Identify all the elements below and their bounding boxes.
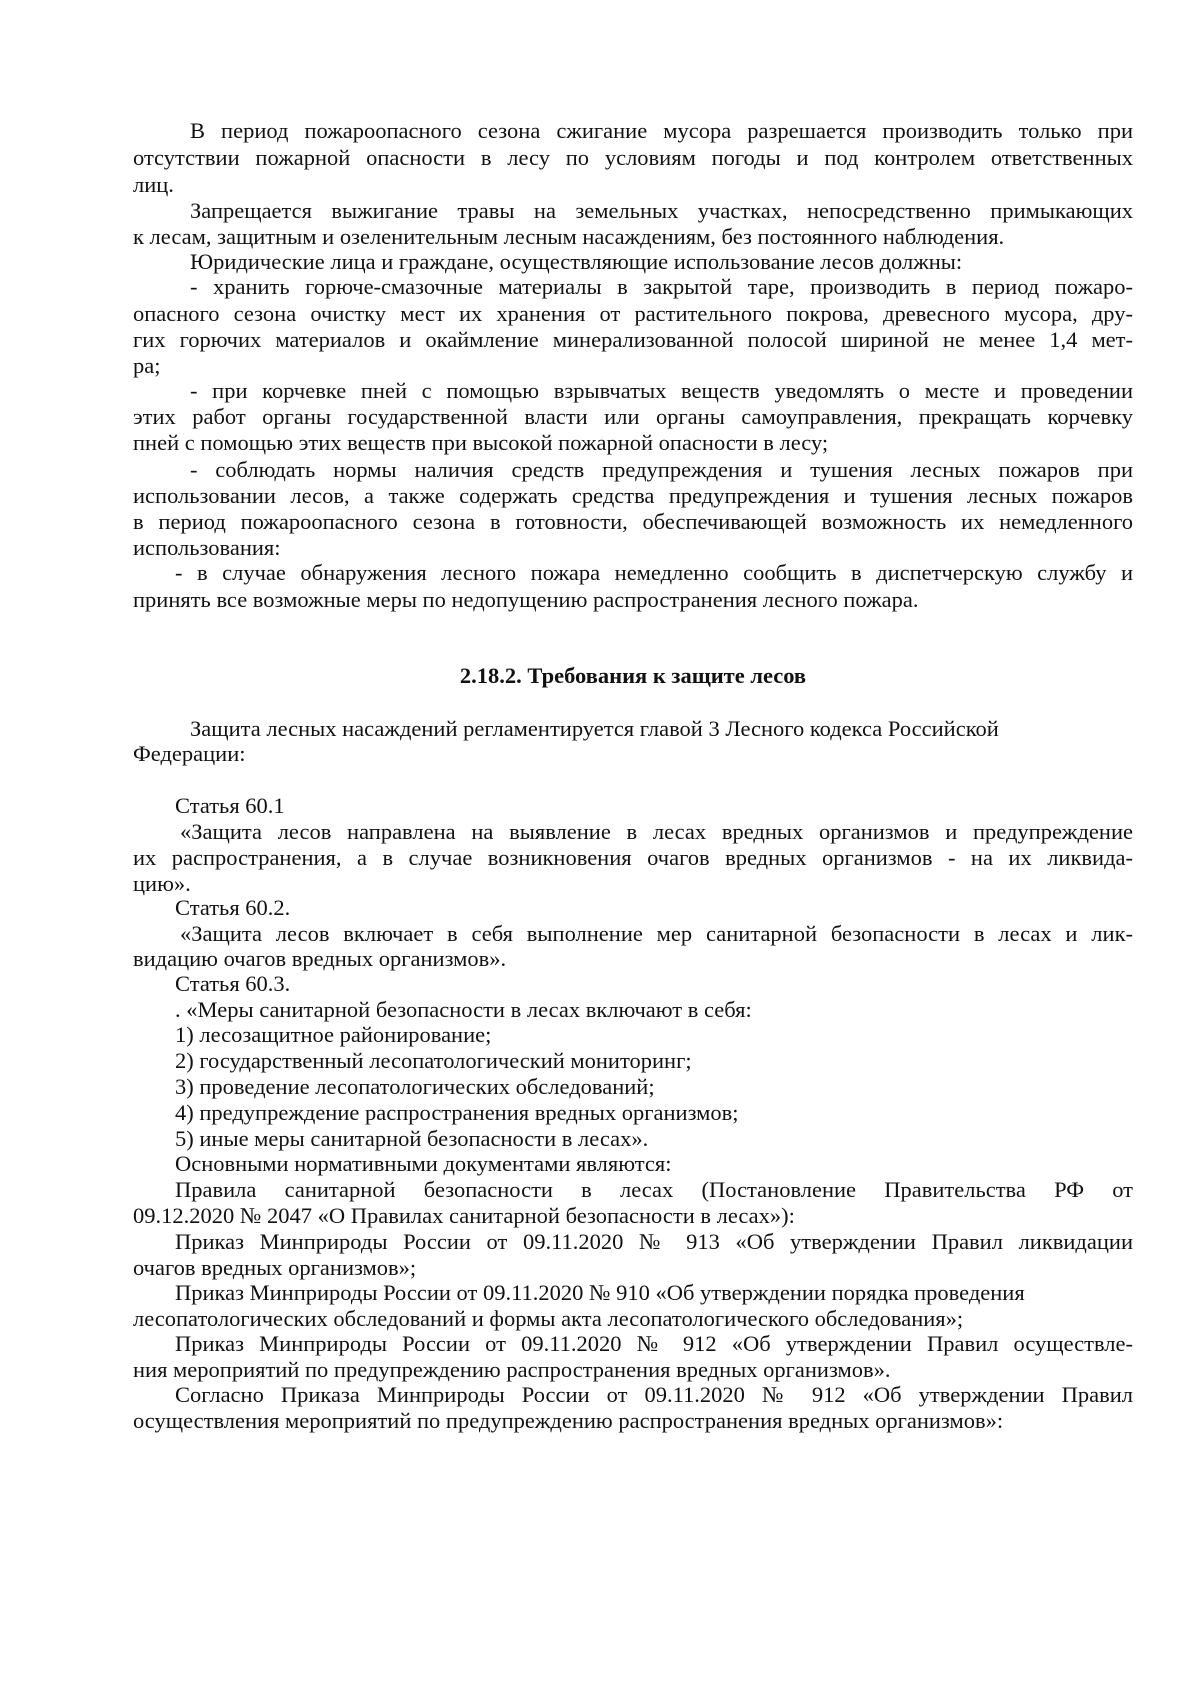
paragraph-line: использовании лесов, а также содержать средства предупреждения и тушения лесных пожаров bbox=[133, 483, 1133, 508]
paragraph-line: принять все возможные меры по недопущению распространения лесного пожара. bbox=[133, 587, 919, 612]
paragraph-line: Юридические лица и граждане, осуществляющие использование лесов должны: bbox=[190, 249, 963, 274]
list-item: 2) государственный лесопатологический мониторинг; bbox=[175, 1048, 692, 1073]
paragraph-line: Приказ Минприроды России от 09.11.2020 № 912 «Об утверждении Правил осуществле- bbox=[175, 1331, 1133, 1356]
section-heading: 2.18.2. Требования к защите лесов bbox=[459, 663, 807, 688]
paragraph-line: - соблюдать нормы наличия средств предупреждения и тушения лесных пожаров при bbox=[190, 457, 1133, 482]
paragraph-line: в период пожароопасного сезона в готовности, обеспечивающей возможность их немедленного bbox=[133, 509, 1133, 534]
paragraph-line: лиц. bbox=[133, 172, 174, 197]
paragraph-line: ния мероприятий по предупреждению распространения вредных организмов». bbox=[133, 1357, 891, 1382]
paragraph-line: пней с помощью этих веществ при высокой пожарной опасности в лесу; bbox=[133, 430, 829, 455]
paragraph-line: - при корчевке пней с помощью взрывчатых веществ уведомлять о месте и проведении bbox=[190, 378, 1133, 403]
list-item: 5) иные меры санитарной безопасности в лесах». bbox=[175, 1126, 649, 1151]
article-title: Статья 60.3. bbox=[175, 971, 291, 996]
paragraph-line: осуществления мероприятий по предупреждению распространения вредных организмов»: bbox=[133, 1408, 1004, 1433]
paragraph-line: ра; bbox=[133, 353, 161, 378]
paragraph-line: очагов вредных организмов»; bbox=[133, 1255, 417, 1280]
paragraph-line: цию». bbox=[133, 871, 191, 896]
paragraph-line: Запрещается выжигание травы на земельных участках, непосредственно примыкающих bbox=[190, 198, 1133, 223]
paragraph-line: Приказ Минприроды России от 09.11.2020 № 913 «Об утверждении Правил ликвидации bbox=[175, 1229, 1133, 1254]
paragraph-line: использования: bbox=[133, 535, 281, 560]
paragraph-line: Защита лесных насаждений регламентируется главой 3 Лесного кодекса Российской bbox=[190, 716, 999, 741]
article-title: Статья 60.2. bbox=[175, 895, 291, 920]
paragraph-line: видацию очагов вредных организмов». bbox=[133, 946, 507, 971]
list-item: 3) проведение лесопатологических обследований; bbox=[175, 1074, 655, 1099]
list-item: 1) лесозащитное районирование; bbox=[175, 1022, 492, 1047]
paragraph-line: 09.12.2020 № 2047 «О Правилах санитарной безопасности в лесах»): bbox=[133, 1203, 795, 1228]
paragraph-line: опасного сезона очистку мест их хранения от растительного покрова, древесного мусора, дру- bbox=[133, 301, 1133, 326]
paragraph-line: Основными нормативными документами являются: bbox=[175, 1151, 672, 1176]
paragraph-line: . «Меры санитарной безопасности в лесах включают в себя: bbox=[175, 997, 752, 1022]
paragraph-line: В период пожароопасного сезона сжигание мусора разрешается производить только при bbox=[190, 118, 1133, 143]
paragraph-line: их распространения, а в случае возникновения очагов вредных организмов - на их ликвида- bbox=[133, 845, 1133, 870]
list-item: 4) предупреждение распространения вредных организмов; bbox=[175, 1100, 739, 1125]
paragraph-line: «Защита лесов направлена на выявление в лесах вредных организмов и предупреждение bbox=[180, 819, 1133, 844]
paragraph-line: «Защита лесов включает в себя выполнение мер санитарной безопасности в лесах и лик- bbox=[180, 921, 1133, 946]
paragraph-line: - хранить горюче-смазочные материалы в закрытой таре, производить в период пожаро- bbox=[190, 274, 1133, 299]
paragraph-line: лесопатологических обследований и формы акта лесопатологического обследования»; bbox=[133, 1306, 964, 1331]
paragraph-line: Федерации: bbox=[133, 741, 246, 766]
paragraph-line: - в случае обнаружения лесного пожара немедленно сообщить в диспетчерскую службу и bbox=[175, 560, 1133, 585]
paragraph-line: отсутствии пожарной опасности в лесу по условиям погоды и под контролем ответственных bbox=[133, 145, 1133, 170]
paragraph-line: Приказ Минприроды России от 09.11.2020 № 910 «Об утверждении порядка проведения bbox=[175, 1280, 1025, 1305]
paragraph-line: этих работ органы государственной власти или органы самоуправления, прекращать корчевку bbox=[133, 404, 1133, 429]
paragraph-line: гих горючих материалов и окаймление минерализованной полосой шириной не менее 1,4 мет- bbox=[133, 327, 1133, 352]
paragraph-line: к лесам, защитным и озеленительным лесным насаждениям, без постоянного наблюдения. bbox=[133, 224, 1005, 249]
paragraph-line: Согласно Приказа Минприроды России от 09.11.2020 № 912 «Об утверждении Правил bbox=[175, 1382, 1133, 1407]
paragraph-line: Правила санитарной безопасности в лесах (Постановление Правительства РФ от bbox=[175, 1177, 1133, 1202]
article-title: Статья 60.1 bbox=[175, 793, 285, 818]
